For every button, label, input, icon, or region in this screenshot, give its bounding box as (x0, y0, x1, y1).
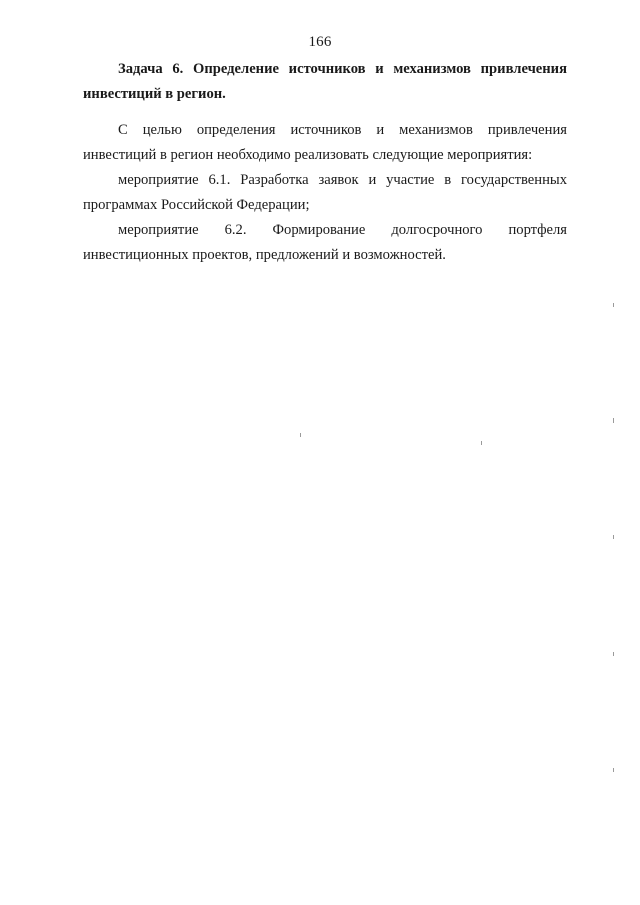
body-text (83, 118, 567, 268)
scan-speck (481, 441, 482, 445)
scan-speck (613, 303, 614, 307)
scan-speck (613, 535, 614, 539)
paragraph-measure-6-1: мероприятие 6.1. Разработка заявок и участие в государственных программах Российской Федерации; (83, 172, 567, 213)
scan-speck (613, 652, 614, 656)
scan-speck (613, 418, 614, 423)
paragraph-measure-6-2: мероприятие 6.2. Формирование долгосрочного портфеля инвестиционных проектов, предложений и возможностей. (83, 222, 567, 263)
scan-speck (613, 768, 614, 772)
scan-speck (300, 433, 301, 437)
section-heading: Задача 6. Определение источников и механизмов привлечения инвестиций в регион. (83, 61, 567, 102)
paragraph-intro: С целью определения источников и механизмов привлечения инвестиций в регион необходимо реализовать следующие мероприятия: (83, 122, 567, 163)
page-number: 166 (308, 34, 332, 50)
